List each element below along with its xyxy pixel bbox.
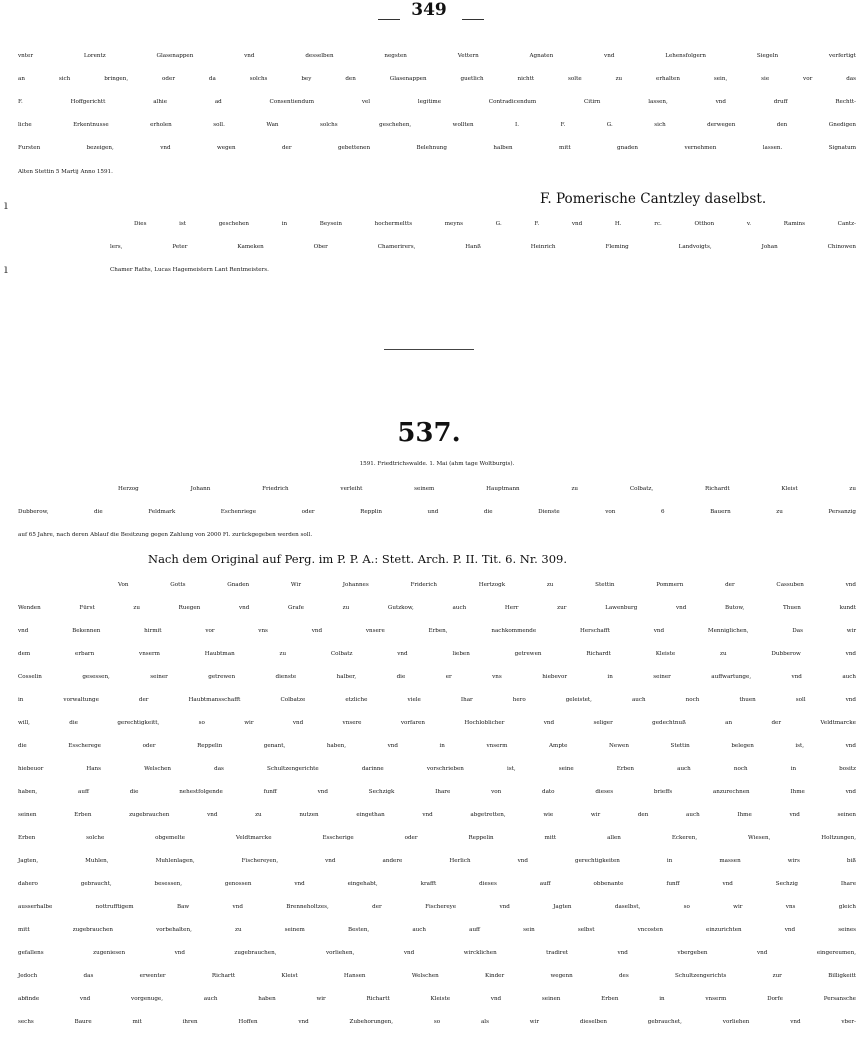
witness-line: lers, Peter Kameken Ober Chamerirers, Hanß Heinrich Fleming Landvoigts, Johan Chinowen — [110, 244, 856, 250]
summary-line: auf 65 Jahre, nach deren Ablauf die Besitzung gegen Zahlung von 2000 Fl. zurückgegeben werden soll. — [18, 532, 313, 538]
chancery-signature: F. Pomerische Cantzley daselbst. — [540, 191, 767, 207]
body-line: seinen Erben zugebrauchen vnd zu nutzen eingethan vnd abgetretten, wie wir den auch Ihme vnd seinen — [18, 812, 856, 818]
document-number: 537. — [397, 418, 461, 448]
body-line: abfinde vnd vorgenuge, auch haben wir Richartt Kleiste vnd seinen Erben in vnserm Dorfe Persansche — [18, 996, 856, 1002]
margin-mark: ı — [4, 198, 8, 212]
body-line: Jedoch das erwenter Richartt Kleist Hansen Welschen Kinder wegenn des Schultzengerichts zur Billigkeitt — [18, 973, 856, 979]
body-line: haben, auff die nehestfolgende funff vnd Sechzigk Ihare von dato dieses brieffs anzurechnen Ihme vnd — [18, 789, 856, 795]
body-line: Erben solche obgemelte Veldtmarcke Esscherige oder Reppelin mitt allen Eckeren, Wiesen, Holtzungen, — [18, 835, 856, 841]
body-line: ausserhalbe nottrufftigem Baw vnd Brenneholtzes, der Fischereye vnd Jagten daselbst, so wir vns gleich — [18, 904, 856, 910]
previous-document-line: F. Hoffgerichtt alhie ad Consentiendum vel legitime Contradicendum Citirn lassen, vnd druff Rechtt- — [18, 99, 856, 105]
body-line: Jagten, Muhlen, Muhlenlagen, Fischereyen, vnd andere Herlich vnd gerechtigkeiten in massen wirs biß — [18, 858, 856, 864]
body-line: die Esscherege oder Reppelin genant, haben, vnd in vnserm Ampte Newen Stettin belegen ist, vnd — [18, 743, 856, 749]
body-line: Cosselin gesessen, seiner getrewen dienste halber, die er vns hiebevor in seiner auffwartunge, vnd auch — [18, 674, 856, 680]
previous-document-line: Fursten bezeigen, vnd wegen der gebettenen Belehnung halben mitt gnaden vernehmen lassen. Signatum — [18, 145, 856, 151]
body-line: vnd Bekennen hirmit vor vns vnd vnsere Erben, nachkommende Herschafft vnd Menniglichen, Das wir — [18, 628, 856, 634]
body-line: in vorwaltunge der Haubtmansschafft Colbatze etzliche viele Ihar hero geleistet, auch noch thuen soll vnd — [18, 697, 856, 703]
page-number-rule-right — [462, 19, 484, 20]
page-number: 349 — [411, 0, 447, 20]
body-line: hiebeuor Hans Welschen das Schultzengerichte darinne vorschrieben ist, seine Erben auch noch in bositz — [18, 766, 856, 772]
body-line: sechs Baure mit ihren Hoffen vnd Zubehorungen, so als wir dieselben gebrauchet, vorliehen vnd vber- — [18, 1019, 856, 1025]
margin-mark: ı — [4, 262, 8, 276]
source-note: Nach dem Original auf Perg. im P. P. A.: Stett. Arch. P. II. Tit. 6. Nr. 309. — [148, 552, 567, 566]
body-line: gefallens zugeniesen vnd zugebrauchen, vorliehen, vnd wircklichen tradiret vnd vbergeben vnd eingereumen, — [18, 950, 856, 956]
witness-line: Chamer Raths, Lucas Hagemeistern Lant Rentmeisters. — [110, 267, 269, 273]
summary-line: Herzog Johann Friedrich verleiht seinem Hauptmann zu Colbatz, Richardt Kleist zu — [118, 486, 856, 492]
witness-line: Dies ist geschehen in Beysein hochermeltts meyns G. F. vnd H. rc. Otthon v. Ramins Cantz- — [134, 221, 856, 227]
body-line: Wenden Fürst zu Ruegen vnd Grafe zu Gutzkow, auch Herr zur Lawenburg vnd Butow, Thuen kundt — [18, 605, 856, 611]
previous-document-line: vnter Lorentz Glasenappen vnd desselben negsten Vettern Agnaten vnd Lehensfolgern Siegeln verfertigt — [18, 53, 856, 59]
previous-document-line: an sich bringen, oder da solchs bey den Glasenappen guetlich nichtt solte zu erhalten sein, sie vor das — [18, 76, 856, 82]
section-divider — [384, 349, 474, 350]
body-line: mitt zugebrauchen vorbehalten, zu seinem Besten, auch auff sein selbst vncosten einzurichten vnd seines — [18, 927, 856, 933]
previous-document-line: Alten Stettin 5 Martij Anno 1591. — [18, 169, 113, 175]
dateline: 1591. Friedtrichswalde. 1. Mai (ahm tage Woltburgis). — [359, 461, 515, 467]
body-line: will, die gerechtigkeitt, so wir vnd vnsere vorfaren Hochloblicher vnd seliger gedechtnuß an der Veldtmarcke — [18, 720, 856, 726]
body-line: dem erbarn vnserm Haubtman zu Colbatz vnd lieben getrewen Richardt Kleiste zu Dubberow vnd — [18, 651, 856, 657]
summary-line: Dubberow, die Feldmark Eschenriege oder Repplin und die Dienste von 6 Bauern zu Persanzig — [18, 509, 856, 515]
previous-document-line: liche Erkentnusse erholen soll. Wan solchs geschehen, wollten I. F. G. sich derwegen den Gnedigen — [18, 122, 856, 128]
page-number-rule-left — [378, 19, 400, 20]
body-line: dahero gebraucht, besessen, genossen vnd eingehabt, krafft dieses auff obbenante funff vnd Sechzig Ihare — [18, 881, 856, 887]
body-line: Von Gotts Gnaden Wir Johannes Friderich Hertzogk zu Stettin Pommern der Cassuben vnd — [118, 582, 856, 588]
